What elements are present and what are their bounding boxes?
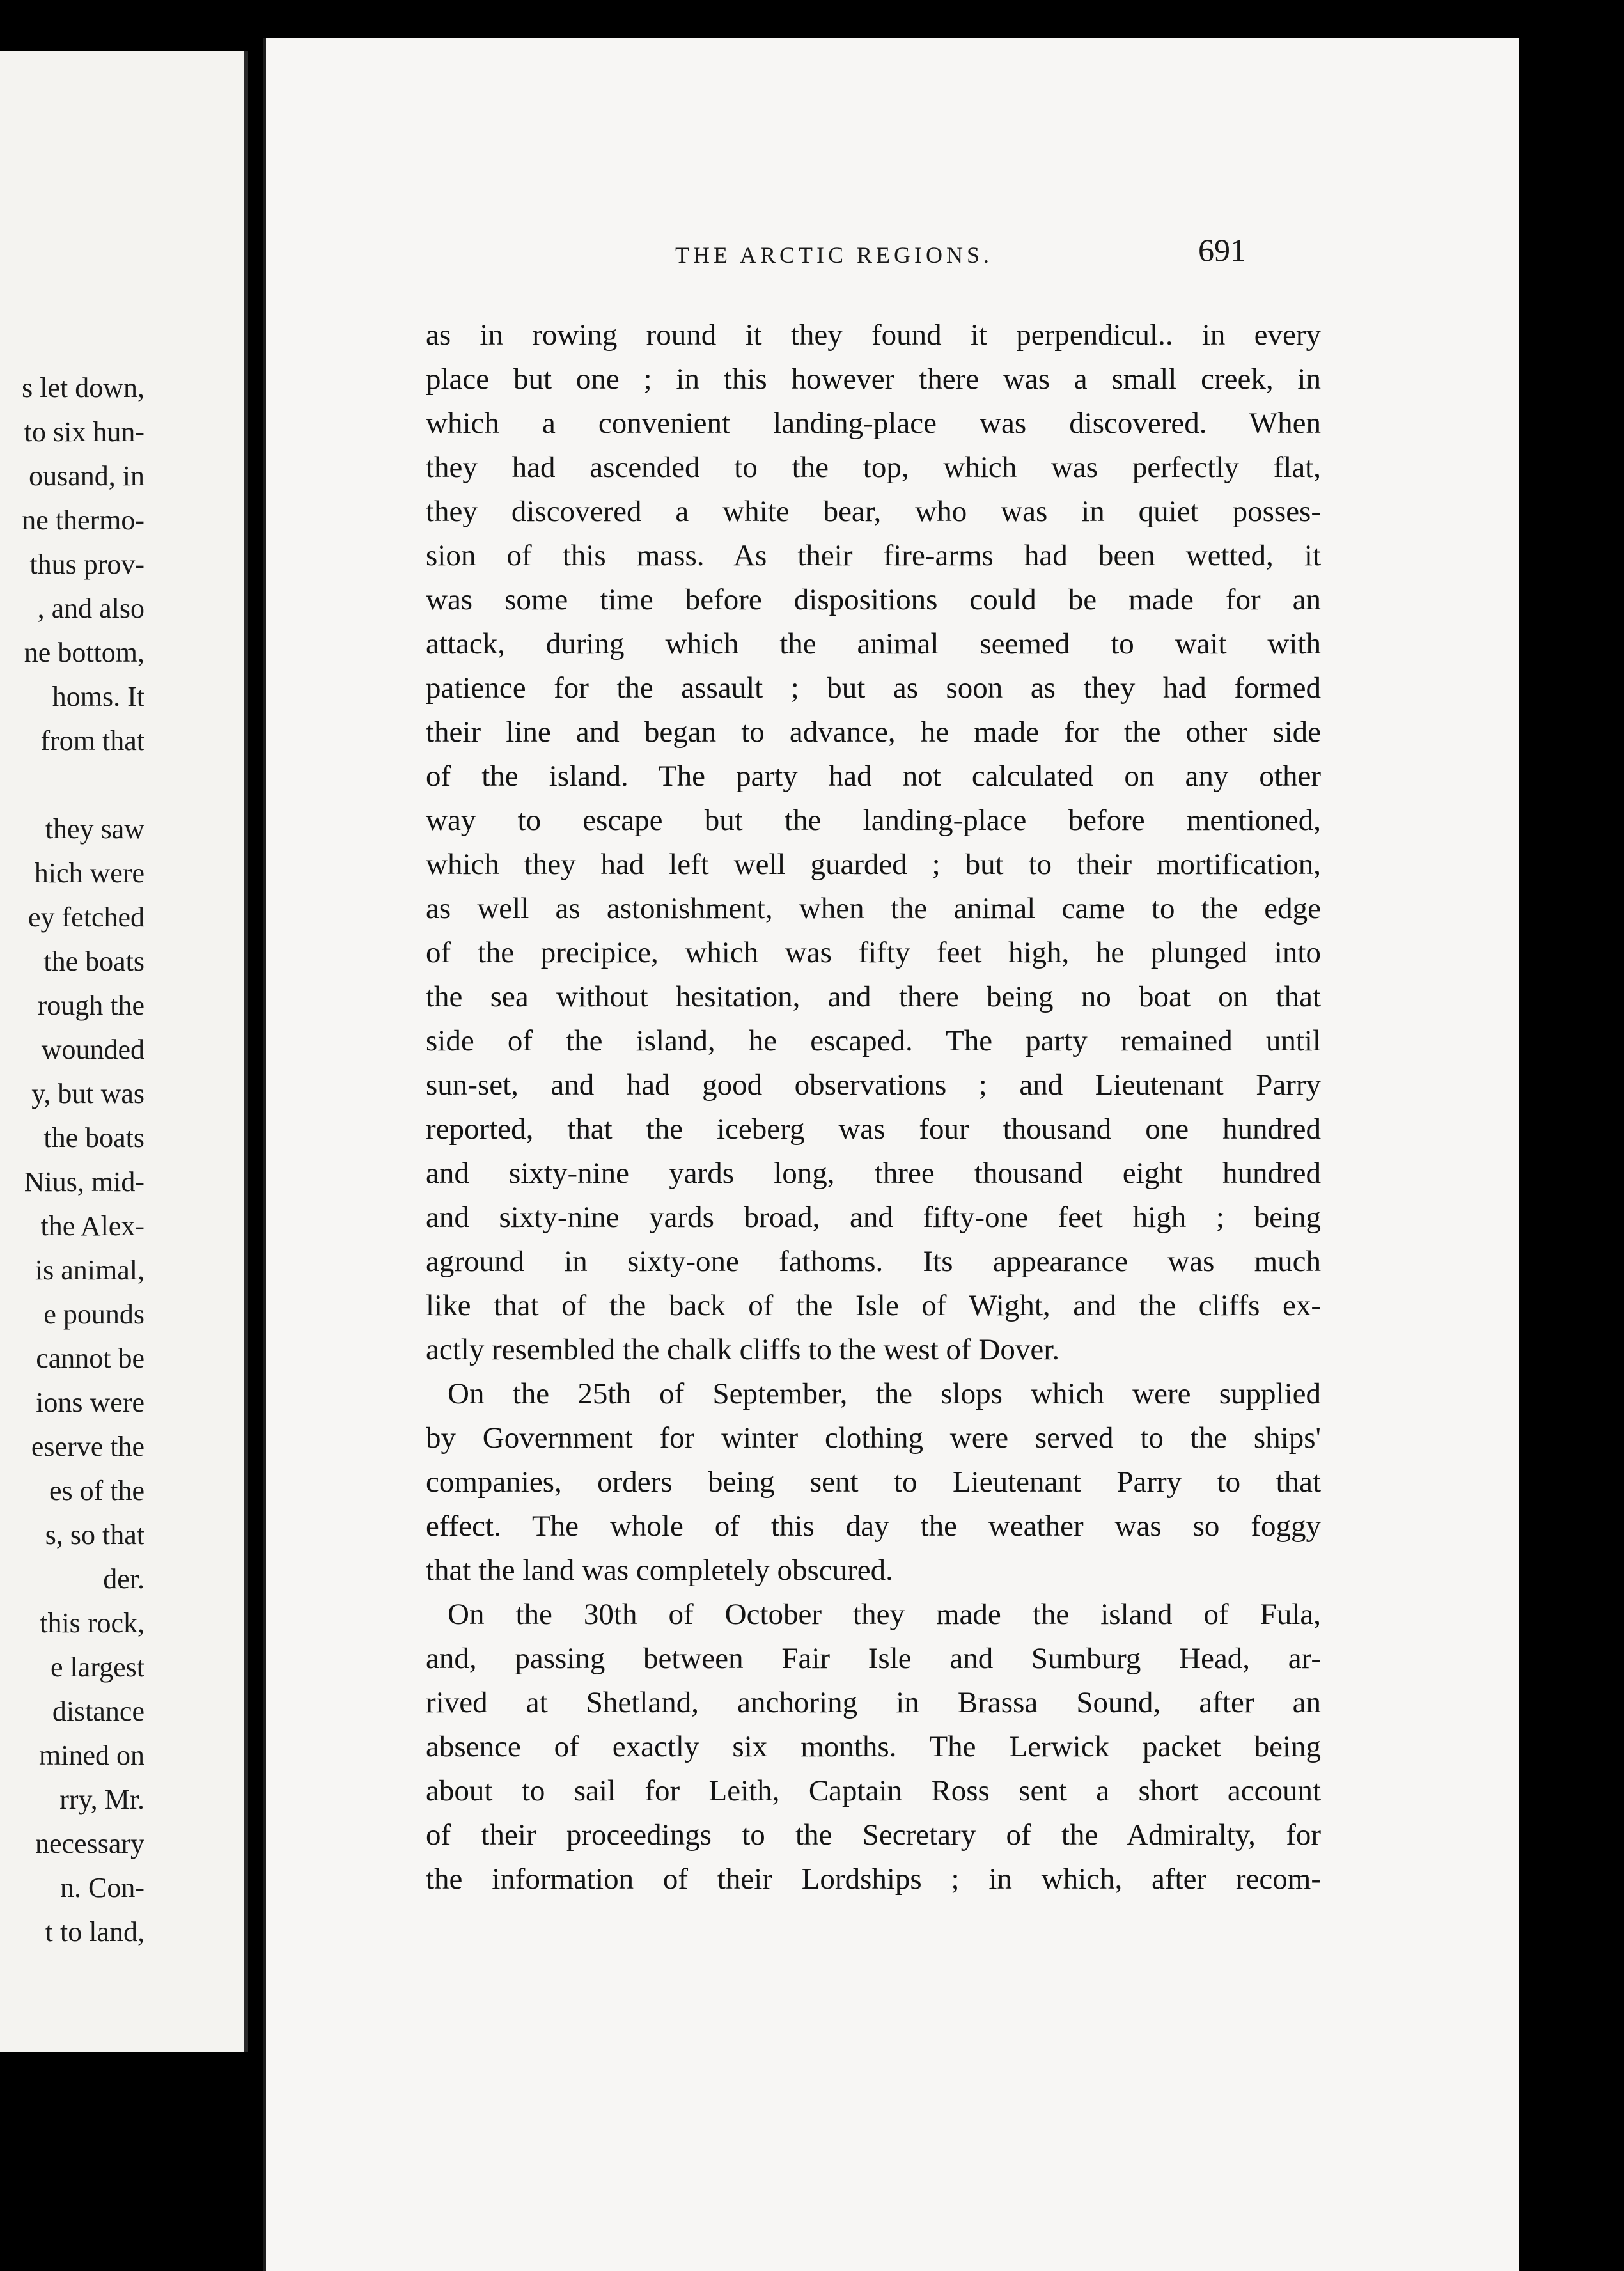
text-line: reported, that the iceberg was four thousand one hundred (426, 1112, 1321, 1146)
previous-page-line: y, but was (31, 1078, 144, 1109)
text-line: of the precipice, which was fifty feet high, he plunged into (426, 936, 1321, 969)
text-line: their line and began to advance, he made for the other side (426, 715, 1321, 749)
previous-page-line: s, so that (45, 1519, 144, 1550)
text-line: that the land was completely obscured. (426, 1554, 893, 1587)
previous-page-line: thus prov- (29, 549, 144, 580)
text-line: effect. The whole of this day the weather was so foggy (426, 1510, 1321, 1543)
previous-page-line: Nius, mid- (24, 1166, 144, 1198)
previous-page-line: n. Con- (60, 1872, 144, 1903)
text-line: the information of their Lordships ; in which, after recom- (426, 1862, 1321, 1896)
previous-page-line: ions were (36, 1387, 144, 1418)
text-line: and sixty-nine yards broad, and fifty-one feet high ; being (426, 1201, 1321, 1234)
previous-page-line: e largest (50, 1651, 144, 1683)
text-line: place but one ; in this however there was a small creek, in (426, 363, 1321, 396)
previous-page-line: rry, Mr. (59, 1784, 144, 1815)
previous-page-line: to six hun- (24, 416, 144, 448)
text-line: was some time before dispositions could be made for an (426, 583, 1321, 616)
body-text (426, 313, 1321, 1901)
text-line: absence of exactly six months. The Lerwick packet being (426, 1730, 1321, 1763)
previous-page-line (0, 763, 144, 807)
previous-page-line: the boats (43, 946, 144, 977)
previous-page-line: wounded (41, 1034, 144, 1065)
text-line: like that of the back of the Isle of Wight, and the cliffs ex- (426, 1289, 1321, 1322)
text-line: and sixty-nine yards long, three thousand eight hundred (426, 1157, 1321, 1190)
text-line: and, passing between Fair Isle and Sumburg Head, ar- (426, 1642, 1321, 1675)
previous-page-text (0, 366, 144, 1954)
previous-page-line: ey fetched (28, 901, 144, 933)
previous-page-line: der. (103, 1563, 144, 1595)
text-line: by Government for winter clothing were served to the ships' (426, 1421, 1321, 1455)
text-line: patience for the assault ; but as soon as they had formed (426, 671, 1321, 705)
text-line: about to sail for Leith, Captain Ross sent a short account (426, 1774, 1321, 1807)
previous-page-line: the boats (43, 1122, 144, 1153)
previous-page-line: , and also (37, 593, 144, 624)
previous-page-line: this rock, (40, 1607, 144, 1639)
previous-page-line: e pounds (43, 1299, 144, 1330)
previous-page-line: t to land, (45, 1916, 144, 1947)
previous-page-line: necessary (35, 1828, 144, 1859)
text-line: of their proceedings to the Secretary of the Admiralty, for (426, 1818, 1321, 1852)
text-line: side of the island, he escaped. The party remained until (426, 1024, 1321, 1057)
previous-page-line: ne thermo- (22, 504, 144, 536)
previous-page-line: mined on (39, 1740, 144, 1771)
text-line: sun-set, and had good observations ; and Lieutenant Parry (426, 1068, 1321, 1102)
text-line: attack, during which the animal seemed to wait with (426, 627, 1321, 660)
previous-page-line: they saw (45, 813, 144, 845)
previous-page-line: the Alex- (40, 1210, 144, 1242)
text-line: sion of this mass. As their fire-arms had been wetted, it (426, 539, 1321, 572)
previous-page-line: es of the (49, 1475, 144, 1506)
previous-page-line: distance (52, 1696, 144, 1727)
previous-page-line: cannot be (36, 1343, 144, 1374)
text-line: On the 30th of October they made the island of Fula, (448, 1598, 1321, 1631)
text-line: aground in sixty-one fathoms. Its appearance was much (426, 1245, 1321, 1278)
text-line: companies, orders being sent to Lieutenant Parry to that (426, 1465, 1321, 1499)
page-number: 691 (1198, 232, 1246, 268)
text-line: as well as astonishment, when the animal came to the edge (426, 892, 1321, 925)
previous-page-fragment (0, 51, 248, 2052)
previous-page-line: eserve the (31, 1431, 144, 1462)
previous-page-line: s let down, (22, 372, 144, 403)
previous-page-line: is animal, (35, 1254, 144, 1286)
previous-page-line: ne bottom, (24, 637, 144, 668)
text-line: they discovered a white bear, who was in quiet posses- (426, 495, 1321, 528)
text-line: of the island. The party had not calculated on any other (426, 760, 1321, 793)
text-line: way to escape but the landing-place before mentioned, (426, 804, 1321, 837)
text-line: which a convenient landing-place was discovered. When (426, 407, 1321, 440)
previous-page-line: ousand, in (29, 460, 144, 492)
text-line: On the 25th of September, the slops which were supplied (448, 1377, 1321, 1410)
text-line: the sea without hesitation, and there being no boat on that (426, 980, 1321, 1013)
text-line: rived at Shetland, anchoring in Brassa Sound, after an (426, 1686, 1321, 1719)
previous-page-line: rough the (37, 990, 144, 1021)
previous-page-line: from that (40, 725, 144, 756)
running-head: THE ARCTIC REGIONS. (675, 242, 994, 268)
current-page (263, 38, 1519, 2271)
text-line: they had ascended to the top, which was perfectly flat, (426, 451, 1321, 484)
text-line: actly resembled the chalk cliffs to the west of Dover. (426, 1333, 1060, 1366)
text-line: as in rowing round it they found it perpendicul.. in every (426, 318, 1321, 352)
text-line: which they had left well guarded ; but to their mortification, (426, 848, 1321, 881)
previous-page-line: hich were (34, 857, 144, 889)
previous-page-line: homs. It (52, 681, 144, 712)
